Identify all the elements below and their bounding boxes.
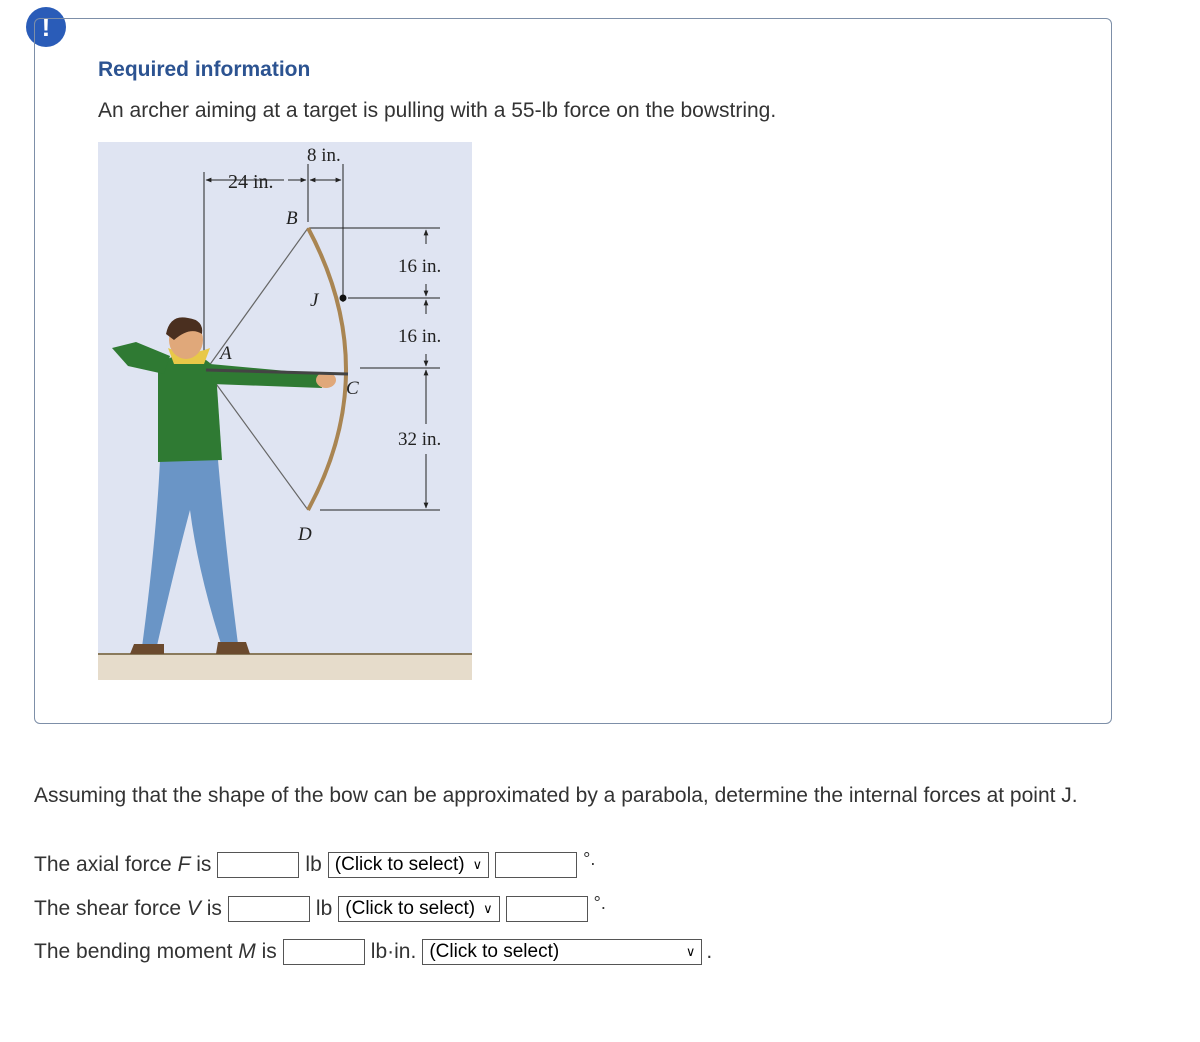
bending-moment-input[interactable] bbox=[283, 939, 365, 965]
shear-force-direction-select[interactable]: (Click to select) ∨ bbox=[338, 896, 499, 922]
alert-icon: ! bbox=[26, 7, 66, 47]
axial-force-angle-input[interactable] bbox=[495, 852, 577, 878]
dim-24-label: 24 in. bbox=[228, 171, 274, 193]
shear-force-label: The shear force V is bbox=[34, 897, 222, 920]
shear-force-unit: lb bbox=[315, 897, 333, 920]
chevron-down-icon: ∨ bbox=[483, 901, 493, 916]
axial-force-degree: °. bbox=[583, 848, 596, 869]
chevron-down-icon: ∨ bbox=[685, 944, 696, 959]
axial-force-direction-select[interactable]: (Click to select) ∨ bbox=[328, 852, 489, 878]
bending-moment-unit: lb·in. bbox=[370, 940, 417, 963]
point-a-label: A bbox=[220, 343, 232, 364]
shear-force-row bbox=[34, 894, 606, 924]
dim-16a-label: 16 in. bbox=[398, 256, 442, 277]
point-j-dot bbox=[340, 295, 347, 302]
dim-32-label: 32 in. bbox=[398, 429, 442, 450]
axial-force-row bbox=[34, 850, 595, 880]
point-d-label: D bbox=[298, 524, 312, 545]
bending-moment-row bbox=[34, 937, 712, 967]
dim-8-label: 8 in. bbox=[307, 145, 341, 166]
bending-moment-label: The bending moment M is bbox=[34, 940, 277, 963]
point-j-label: J bbox=[310, 290, 319, 311]
problem-statement: An archer aiming at a target is pulling with a 55-lb force on the bowstring. bbox=[98, 99, 777, 122]
required-info-title: Required information bbox=[98, 58, 311, 81]
point-b-label: B bbox=[286, 208, 298, 229]
axial-force-input[interactable] bbox=[217, 852, 299, 878]
bending-moment-period: . bbox=[706, 940, 713, 963]
bending-moment-direction-select[interactable]: (Click to select) ∨ bbox=[422, 939, 702, 965]
archer-figure bbox=[98, 142, 472, 680]
chevron-down-icon: ∨ bbox=[472, 857, 483, 872]
point-c-label: C bbox=[346, 378, 359, 399]
floor bbox=[98, 654, 472, 680]
question-text: Assuming that the shape of the bow can be approximated by a parabola, determine the internal forces at point J. bbox=[34, 784, 1078, 807]
shear-force-input[interactable] bbox=[228, 896, 310, 922]
shear-force-degree: °. bbox=[593, 892, 606, 913]
dim-16b-label: 16 in. bbox=[398, 326, 442, 347]
axial-force-unit: lb bbox=[305, 853, 322, 876]
shear-force-angle-input[interactable] bbox=[506, 896, 588, 922]
axial-force-label: The axial force F is bbox=[34, 853, 212, 876]
